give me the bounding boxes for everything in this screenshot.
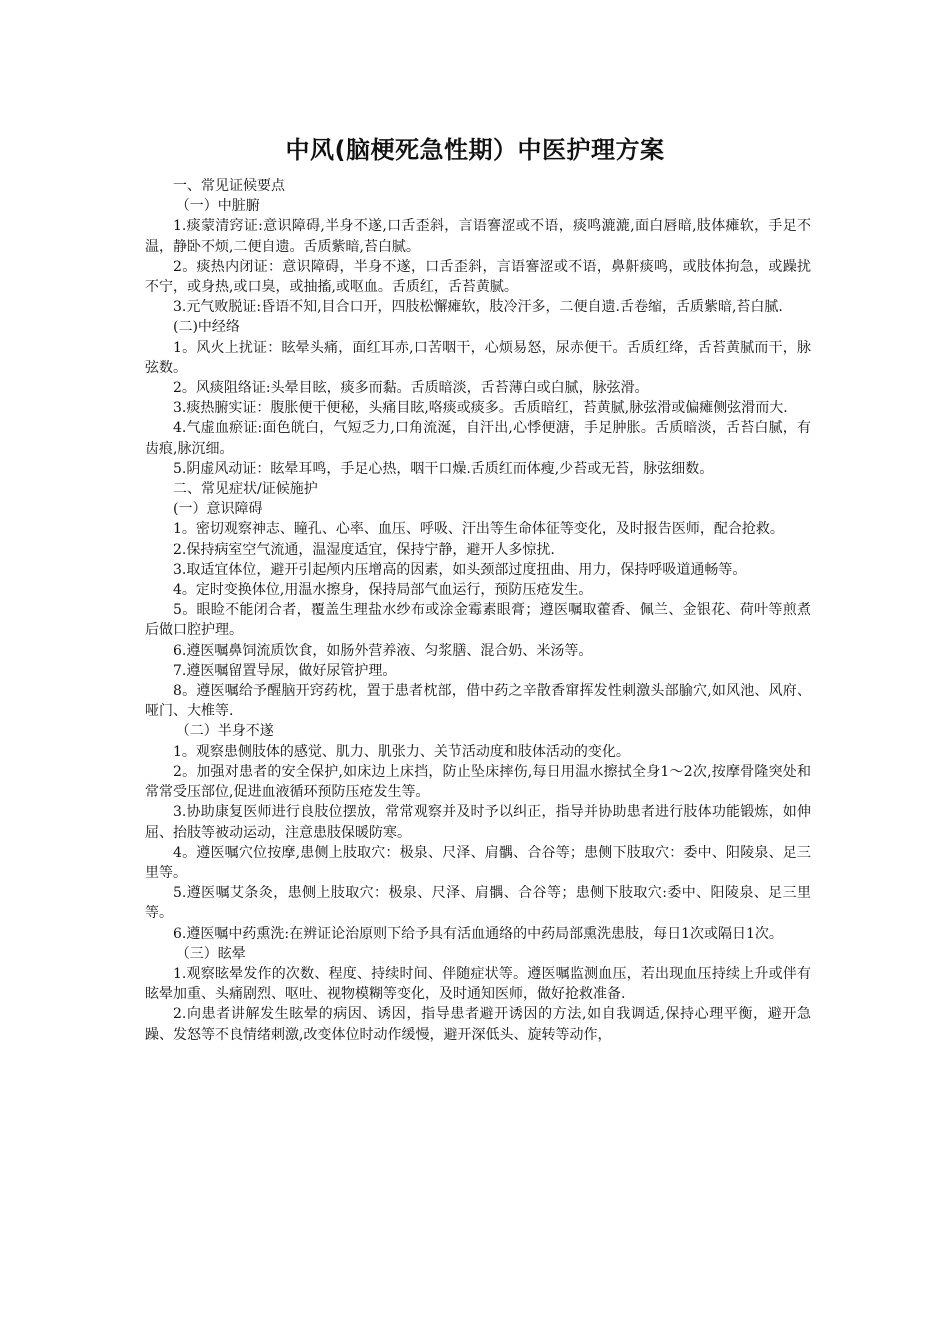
body-paragraph: 2。加强对患者的安全保护,如床边上床挡，防止坠床摔伤,每日用温水擦拭全身1～2次,按摩骨隆突处和常常受压部位,促进血液循环预防压疮发生等。 [145, 763, 811, 801]
body-paragraph: 2.向患者讲解发生眩晕的病因、诱因，指导患者避开诱因的方法,如自我调适,保持心理平衡，避开急躁、发怒等不良情绪刺激,改变体位时动作缓慢，避开深低头、旋转等动作， [145, 1006, 811, 1043]
body-paragraph: 5。眼睑不能闭合者，覆盖生理盐水纱布或涂金霉素眼膏；遵医嘱取藿香、佩兰、金银花、荷叶等煎煮后做口腔护理。 [145, 602, 811, 639]
subsection-heading: (一）意识障碍 [173, 501, 263, 518]
subsection-heading: （一）中脏腑 [175, 198, 260, 215]
subsection-heading: （三）眩晕 [175, 945, 246, 962]
body-paragraph: 4。定时变换体位,用温水擦身，保持局部气血运行，预防压疮发生。 [173, 582, 593, 599]
body-paragraph: 5.阴虚风动证：眩晕耳鸣，手足心热，咽干口燥.舌质红而体瘦,少苔或无苔，脉弦细数。 [173, 460, 714, 477]
body-paragraph: 4.气虚血瘀证:面色㿠白，气短乏力,口角流涎，自汗出,心悸便溏，手足肿胀。舌质暗淡，舌苔白腻，有齿痕,脉沉细。 [145, 420, 811, 457]
body-paragraph: 3.取适宜体位，避开引起颅内压增高的因素，如头颈部过度扭曲、用力，保持呼吸道通畅等。 [173, 561, 747, 578]
body-paragraph: 6.遵医嘱中药熏洗:在辨证论治原则下给予具有活血通络的中药局部熏洗患肢，每日1次或隔日1次。 [173, 925, 783, 942]
body-paragraph: 3.元气败脱证:昏语不知,目合口开，四肢松懈瘫软，肢冷汗多，二便自遗.舌卷缩，舌质紫暗,苔白腻. [173, 299, 783, 316]
subsection-heading: （二）半身不遂 [175, 723, 274, 740]
body-paragraph: 6.遵医嘱鼻饲流质饮食，如肠外营养液、匀浆膳、混合奶、米汤等。 [173, 642, 593, 659]
body-paragraph: 1。风火上扰证：眩晕头痛，面红耳赤,口苦咽干，心烦易怒，尿赤便干。舌质红绛，舌苔黄腻而干，脉弦数。 [145, 339, 811, 376]
document-title: 中风(脑梗死急性期）中医护理方案 [285, 136, 665, 164]
body-paragraph: 8。遵医嘱给予醒脑开窍药枕，置于患者枕部，借中药之辛散香窜挥发性刺激头部腧穴,如风池、风府、哑门、大椎等. [145, 683, 811, 720]
subsection-heading: (二)中经络 [173, 319, 240, 336]
body-paragraph: 1。密切观察神志、瞳孔、心率、血压、呼吸、汗出等生命体征等变化，及时报告医师，配合抢救。 [173, 521, 784, 538]
body-paragraph: 4。遵医嘱穴位按摩,患侧上肢取穴：极泉、尺泽、肩髃、合谷等；患侧下肢取穴：委中、阳陵泉、足三里等。 [145, 844, 811, 881]
body-paragraph: 2。痰热内闭证：意识障碍，半身不遂，口舌歪斜，言语謇涩或不语，鼻鼾痰鸣，或肢体拘急，或躁扰不宁，或身热,或口臭，或抽搐,或呕血。舌质红，舌苔黄腻。 [145, 258, 811, 296]
document-body [145, 176, 811, 1045]
body-paragraph: 7.遵医嘱留置导尿，做好尿管护理。 [173, 662, 397, 679]
body-paragraph: 2。风痰阻络证:头晕目眩，痰多而黏。舌质暗淡，舌苔薄白或白腻，脉弦滑。 [173, 380, 649, 397]
body-paragraph: 1.痰蒙清窍证:意识障碍,半身不遂,口舌歪斜，言语謇涩或不语，痰鸣漉漉,面白唇暗,肢体瘫软，手足不温，静卧不烦,二便自遗。舌质紫暗,苔白腻。 [145, 218, 811, 255]
body-paragraph: 1。观察患侧肢体的感觉、肌力、肌张力、关节活动度和肢体活动的变化。 [173, 743, 630, 760]
body-paragraph: 3.协助康复医师进行良肢位摆放，常常观察并及时予以纠正，指导并协助患者进行肢体功能锻炼，如伸屈、抬肢等被动运动，注意患肢保暖防寒。 [145, 804, 811, 841]
section-heading: 二、常见症状/证候施护 [173, 481, 318, 498]
body-paragraph: 5.遵医嘱艾条灸，患侧上肢取穴：极泉、尺泽、肩髃、合谷等；患侧下肢取穴:委中、阳陵泉、足三里等。 [145, 885, 811, 922]
body-paragraph: 2.保持病室空气流通，温湿度适宜，保持宁静，避开人多惊扰. [173, 541, 555, 558]
body-paragraph: 3.痰热腑实证：腹胀便干便秘，头痛目眩,咯痰或痰多。舌质暗红，苔黄腻,脉弦滑或偏瘫侧弦滑而大. [173, 400, 788, 417]
body-paragraph: 1.观察眩晕发作的次数、程度、持续时间、伴随症状等。遵医嘱监测血压，若出现血压持续上升或伴有眩晕加重、头痛剧烈、呕吐、视物模糊等变化，及时通知医师，做好抢救准备. [145, 965, 811, 1003]
section-heading: 一、常见证候要点 [173, 178, 285, 194]
